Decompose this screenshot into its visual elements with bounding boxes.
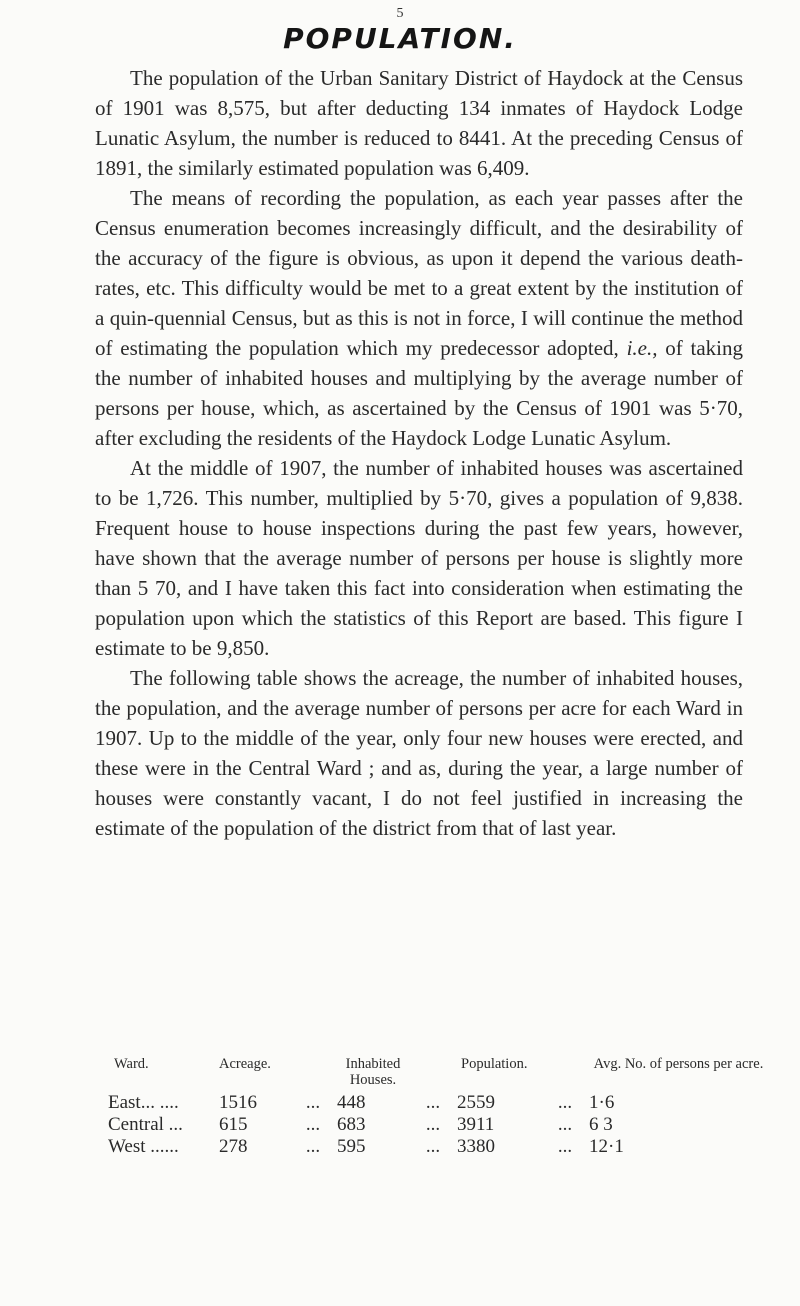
leader-dots: ... xyxy=(305,1136,321,1157)
header-inhabited-houses: Inhabited Houses. xyxy=(345,1056,401,1088)
header-avg-persons-per-acre: Avg. No. of persons per acre. xyxy=(593,1056,764,1072)
table-row xyxy=(108,1092,768,1114)
paragraph-estimation-method-a: The means of recording the population, as each year passes after the Census enumeration becomes increasingly difficult, and the desirability of the accuracy of the figure is obvious, as upon it depend the various death-rates, etc. This difficulty would be met to a great extent by the institution of a quin-quennial Census, but as this is not in force, I will continue the method of estimating the population which my predecessor adopted, xyxy=(95,186,743,360)
leader-dots: ... xyxy=(425,1136,441,1157)
cell-population: 2559 xyxy=(457,1092,495,1113)
cell-ward: West ...... xyxy=(108,1136,179,1157)
cell-avg: 6 3 xyxy=(589,1114,613,1135)
paragraph-estimation-method-b: of taking the number of inhabited houses and multiplying by the average number of persons per house, which, as ascertained by the Census of 1901 was 5·70, after excluding the residents of the Haydock Lodge Lunatic Asylum. xyxy=(95,336,743,450)
page-number: 5 xyxy=(396,6,404,21)
paragraph-1907-estimate: At the middle of 1907, the number of inhabited houses was ascertained to be 1,726. This number, multiplied by 5·70, gives a population of 9,838. Frequent house to house inspections during the past few years, however, have shown that the average number of persons per house is slightly more than 5 70, and I have taken this fact into consideration when estimating the population upon which the statistics of this Report are based. This figure I estimate to be 9,850. xyxy=(95,456,743,660)
header-population: Population. xyxy=(461,1056,528,1072)
cell-acreage: 278 xyxy=(219,1136,248,1157)
header-acreage: Acreage. xyxy=(219,1056,271,1072)
cell-avg: 1·6 xyxy=(589,1092,615,1113)
leader-dots: ... xyxy=(305,1092,321,1113)
cell-avg: 12·1 xyxy=(589,1136,624,1157)
leader-dots: ... xyxy=(557,1114,573,1135)
header-spacer xyxy=(541,1056,589,1092)
ie-abbreviation: i.e., xyxy=(626,336,658,360)
ward-population-table xyxy=(108,1056,768,1158)
leader-dots: ... xyxy=(305,1114,321,1135)
header-ward: Ward. xyxy=(114,1056,149,1072)
cell-ward: Central ... xyxy=(108,1114,183,1135)
body-text xyxy=(95,63,743,843)
paragraph-estimation-method xyxy=(95,183,743,453)
cell-ward: East... .... xyxy=(108,1092,179,1113)
cell-population: 3380 xyxy=(457,1136,495,1157)
header-spacer xyxy=(409,1056,457,1092)
table-header-row xyxy=(108,1056,768,1092)
table-row xyxy=(108,1114,768,1136)
table-row xyxy=(108,1136,768,1158)
cell-houses: 595 xyxy=(337,1136,366,1157)
leader-dots: ... xyxy=(557,1136,573,1157)
cell-acreage: 615 xyxy=(219,1114,248,1135)
header-spacer xyxy=(289,1056,337,1092)
cell-houses: 683 xyxy=(337,1114,366,1135)
page-title: POPULATION. xyxy=(283,22,517,55)
leader-dots: ... xyxy=(557,1092,573,1113)
leader-dots: ... xyxy=(425,1092,441,1113)
cell-population: 3911 xyxy=(457,1114,495,1135)
cell-houses: 448 xyxy=(337,1092,366,1113)
leader-dots: ... xyxy=(425,1114,441,1135)
paragraph-table-intro: The following table shows the acreage, the number of inhabited houses, the population, and the average number of persons per acre for each Ward in 1907. Up to the middle of the year, only four new houses were erected, and these were in the Central Ward ; and as, during the year, a large number of houses were constantly vacant, I do not feel justified in increasing the estimate of the population of the district from that of last year. xyxy=(95,666,743,840)
cell-acreage: 1516 xyxy=(219,1092,257,1113)
paragraph-census-1901: The population of the Urban Sanitary District of Haydock at the Census of 1901 was 8,575, but after deducting 134 inmates of Haydock Lodge Lunatic Asylum, the number is reduced to 8441. At the preceding Census of 1891, the similarly estimated population was 6,409. xyxy=(95,66,743,180)
